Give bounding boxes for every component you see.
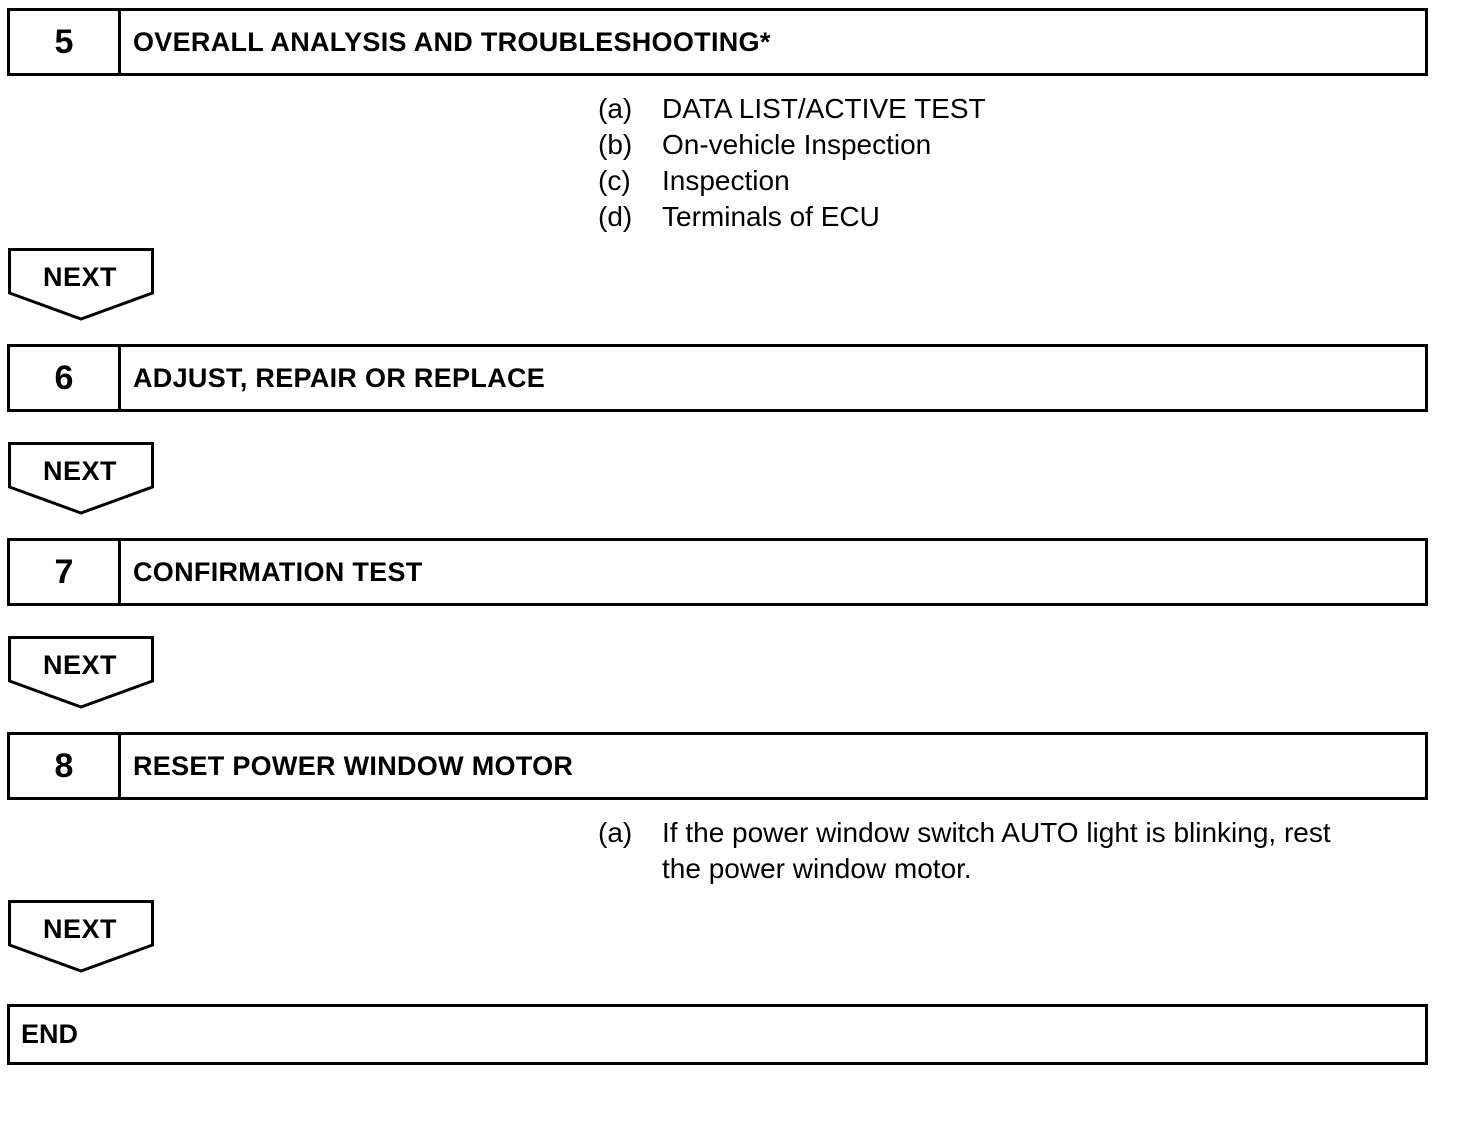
note-letter: (b) (598, 129, 633, 160)
step-8-box (7, 732, 1428, 800)
step-8-notes (598, 815, 1331, 887)
step-8-number: 8 (10, 735, 121, 797)
next-arrow-4[interactable] (8, 900, 154, 974)
step-5-note-b (598, 127, 986, 163)
step-8-title: RESET POWER WINDOW MOTOR (133, 751, 574, 781)
next-arrow-2[interactable] (8, 442, 154, 516)
step-7-box (7, 538, 1428, 606)
next-label: NEXT (42, 262, 117, 292)
note-letter: (c) (598, 165, 631, 196)
step-5-notes (598, 91, 986, 235)
step-7-title: CONFIRMATION TEST (133, 557, 423, 587)
end-box (7, 1004, 1428, 1065)
step-8-note-a (598, 815, 1331, 887)
note-text: On-vehicle Inspection (662, 129, 932, 160)
next-label: NEXT (42, 456, 117, 486)
step-5-title: OVERALL ANALYSIS AND TROUBLESHOOTING* (133, 27, 771, 57)
note-text: Inspection (662, 165, 790, 196)
note-text-line-1: If the power window switch AUTO light is blinking, rest (662, 817, 1331, 848)
end-title: END (21, 1019, 79, 1049)
step-6-title: ADJUST, REPAIR OR REPLACE (133, 363, 546, 393)
step-5-box (7, 8, 1428, 76)
next-arrow-3[interactable] (8, 636, 154, 710)
note-letter: (a) (598, 93, 633, 124)
step-7-number: 7 (10, 541, 121, 603)
step-5-note-d (598, 199, 986, 235)
next-label: NEXT (42, 914, 117, 944)
step-6-box (7, 344, 1428, 412)
step-5-number: 5 (10, 11, 121, 73)
note-text: DATA LIST/ACTIVE TEST (662, 93, 986, 124)
note-letter: (a) (598, 817, 633, 848)
next-arrow-1[interactable] (8, 248, 154, 322)
note-text: Terminals of ECU (662, 201, 880, 232)
step-5-note-a (598, 91, 986, 127)
step-6-number: 6 (10, 347, 121, 409)
next-label: NEXT (42, 650, 117, 680)
note-text-line-2: the power window motor. (662, 853, 972, 884)
step-5-note-c (598, 163, 986, 199)
note-letter: (d) (598, 201, 633, 232)
